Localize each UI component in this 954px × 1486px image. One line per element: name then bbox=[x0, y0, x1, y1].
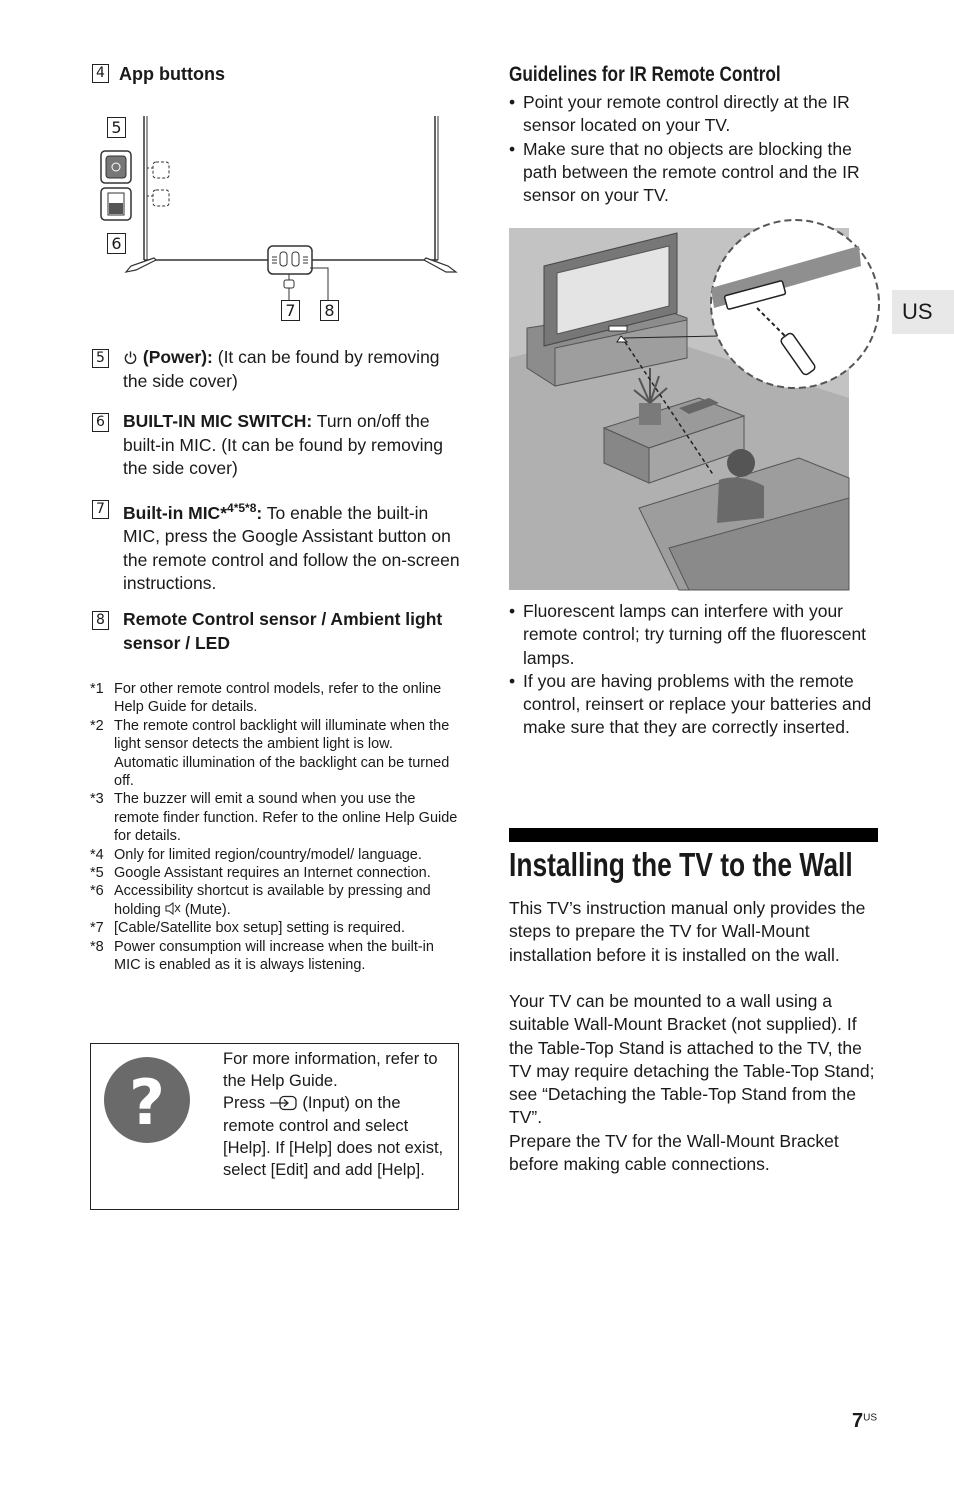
svg-text:?: ? bbox=[129, 1066, 165, 1139]
tv-side-diagram bbox=[96, 108, 466, 328]
footnotes bbox=[90, 680, 460, 975]
wall-section-title: Installing the TV to the Wall bbox=[509, 846, 853, 883]
wall-para-1: This TV’s instruction manual only provides the steps to prepare the TV for Wall-Mount installation before it is installed on the wall. bbox=[509, 898, 866, 965]
mute-icon bbox=[165, 902, 181, 915]
wall-para-3: Prepare the TV for the Wall-Mount Bracket before making cable connections. bbox=[509, 1131, 839, 1175]
figure-label-7: 7 bbox=[281, 300, 300, 321]
bullet-item: • Fluorescent lamps can interfere with your remote control; try turning off the fluorescent lamps. bbox=[509, 600, 881, 670]
item-number-box: 6 bbox=[92, 413, 109, 432]
item-number-box: 5 bbox=[92, 349, 109, 368]
builtin-mic-colon: : bbox=[256, 502, 263, 523]
region-tab: US bbox=[892, 290, 954, 334]
section-divider-bar bbox=[509, 828, 878, 842]
item-number-box: 4 bbox=[92, 64, 109, 83]
ir-bullets-bottom bbox=[509, 600, 881, 740]
power-desc: (It can be found by removing the side cover) bbox=[123, 347, 440, 391]
figure-label-8: 8 bbox=[320, 300, 339, 321]
figure-label-6: 6 bbox=[107, 233, 126, 254]
footnote: *1 For other remote control models, refer to the online Help Guide for details. bbox=[90, 681, 442, 716]
help-text: For more information, refer to the Help Guide. Press (Input) on the remote control and select [Help]. If [Help] does not exist, select [Edit] and add [Help]. bbox=[223, 1050, 444, 1180]
page-number: $7^{US}$ bbox=[852, 1410, 878, 1432]
footnote: *7 [Cable/Satellite box setup] setting is required. bbox=[90, 920, 405, 937]
power-icon bbox=[123, 350, 138, 365]
figure-label-5: 5 bbox=[107, 117, 126, 138]
footnote: *5 Google Assistant requires an Internet connection. bbox=[90, 865, 431, 882]
ir-guidelines-title: Guidelines for IR Remote Control bbox=[509, 63, 781, 86]
builtin-mic-label: Built-in MIC* bbox=[123, 502, 228, 523]
remote-sensor-label: Remote Control sensor / Ambient light sensor / LED bbox=[123, 609, 443, 653]
app-buttons-label: App buttons bbox=[119, 64, 225, 84]
footnote: *8 Power consumption will increase when the built-in MIC is enabled as it is always listening. bbox=[90, 938, 434, 974]
item-number-box: 7 bbox=[92, 500, 109, 519]
app-buttons-heading bbox=[92, 64, 225, 85]
bullet-item: • If you are having problems with the remote control, reinsert or replace your batteries and make sure that they are correctly inserted. bbox=[509, 670, 881, 740]
mic-switch-desc: Turn on/off the built-in MIC. (It can be found by removing the side cover) bbox=[123, 411, 444, 478]
mic-switch-label: BUILT-IN MIC SWITCH: bbox=[123, 411, 313, 431]
ir-bullets-top bbox=[509, 91, 881, 207]
item-number-box: 8 bbox=[92, 611, 109, 630]
builtin-mic-desc: To enable the built-in MIC, press the Google Assistant button on the remote control and follow the on-screen instructions. bbox=[123, 502, 460, 594]
help-box bbox=[90, 1043, 459, 1210]
wall-para-2: Your TV can be mounted to a wall using a suitable Wall-Mount Bracket (not supplied). If the Table-Top Stand is attached to the TV, the TV may require detaching the Table-Top Stand; see “Detaching the Table-Top Stand from the TV”. bbox=[509, 991, 875, 1128]
bullet-item: • Point your remote control directly at the IR sensor located on your TV. bbox=[509, 91, 881, 138]
footnote: *2 The remote control backlight will illuminate when the light sensor detects the ambient light is low. Automatic illumination of the backlight can be turned off. bbox=[90, 717, 450, 790]
power-label: (Power): bbox=[138, 347, 213, 367]
ir-remote-illustration bbox=[509, 218, 881, 592]
bullet-item: • Make sure that no objects are blocking the path between the remote control and the IR sensor on your TV. bbox=[509, 138, 881, 208]
question-icon bbox=[103, 1056, 191, 1144]
input-icon bbox=[270, 1095, 298, 1111]
footnote: *6 Accessibility shortcut is available by pressing and holding (Mute). bbox=[90, 883, 431, 918]
builtin-mic-sup: 4*5*8 bbox=[227, 501, 257, 515]
footnote: *4 Only for limited region/country/model/ language. bbox=[90, 846, 422, 863]
footnote: *3 The buzzer will emit a sound when you use the remote finder function. Refer to the online Help Guide for details. bbox=[90, 791, 458, 845]
